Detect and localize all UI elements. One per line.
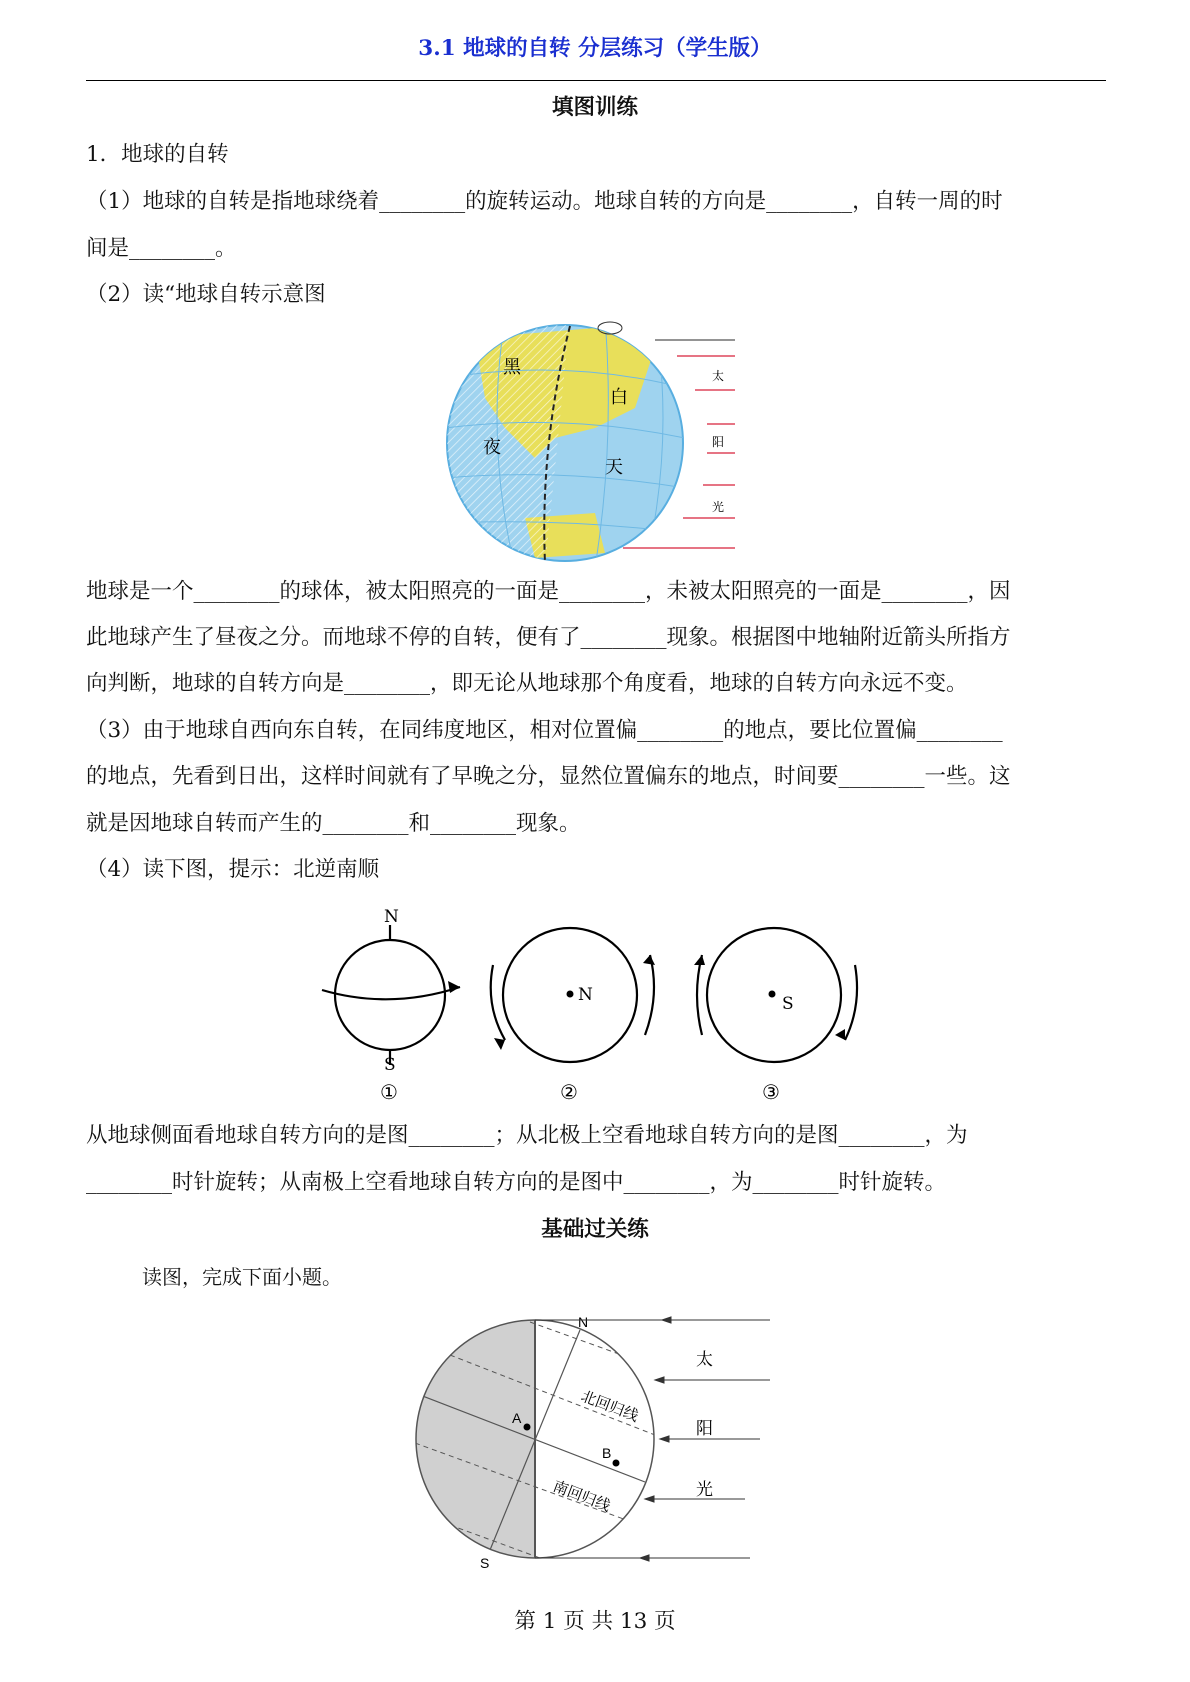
fig3-s: S xyxy=(480,1555,490,1571)
fig2-n-center: N xyxy=(578,985,593,1005)
fig2-label-3: ③ xyxy=(762,1080,780,1104)
q1-part1-line1: （1）地球的自转是指地球绕着________的旋转运动。地球自转的方向是________，自转一周的时 xyxy=(86,189,1003,214)
q1-part1-line2: 间是________。 xyxy=(86,236,237,261)
q1-part3-line3: 就是因地球自转而产生的________和________现象。 xyxy=(86,811,581,836)
q1-part4-line2: ________时针旋转；从南极上空看地球自转方向的是图中________，为________时针旋转。 xyxy=(86,1170,947,1195)
section-heading-basic: 基础过关练 xyxy=(541,1217,649,1242)
document-title: 3.1 地球的自转 分层练习（学生版） xyxy=(418,36,772,61)
fig2-n-label: N xyxy=(384,907,399,927)
header-rule xyxy=(86,80,1106,81)
q1-part4-line1: 从地球侧面看地球自转方向的是图________；从北极上空看地球自转方向的是图________，为 xyxy=(86,1123,968,1148)
question-1-heading: 1．地球的自转 xyxy=(86,142,229,167)
sun-label-3: 光 xyxy=(712,500,725,514)
point-a: A xyxy=(512,1410,522,1426)
fig2-label-2: ② xyxy=(560,1080,578,1104)
fig3-n: N xyxy=(578,1314,589,1330)
q1-part3-line2: 的地点，先看到日出，这样时间就有了早晚之分，显然位置偏东的地点，时间要________一些。这 xyxy=(86,764,1011,789)
label-hei: 黑 xyxy=(503,357,521,378)
fig2-s-label: S xyxy=(384,1055,396,1075)
fig2-label-1: ① xyxy=(380,1080,398,1104)
q1-part2-line1: 地球是一个________的球体，被太阳照亮的一面是________，未被太阳照亮的一面是________，因 xyxy=(86,579,1011,604)
section-heading-fill: 填图训练 xyxy=(551,95,638,120)
fig3-sun-2: 阳 xyxy=(696,1419,713,1439)
day-night-figure xyxy=(400,1300,800,1600)
q1-part3-line1: （3）由于地球自西向东自转，在同纬度地区，相对位置偏________的地点，要比位置偏________ xyxy=(86,718,1003,743)
label-tian: 天 xyxy=(605,457,623,478)
q1-part2-line3: 向判断，地球的自转方向是________，即无论从地球那个角度看，地球的自转方向永远不变。 xyxy=(86,671,968,696)
tropic-capricorn-label: 南回归线 xyxy=(550,1477,613,1516)
basic-intro: 读图，完成下面小题。 xyxy=(142,1265,342,1289)
fig3-sun-3: 光 xyxy=(696,1480,713,1500)
rotation-direction-figure xyxy=(310,895,880,1110)
q1-part2: （2）读“地球自转示意图 xyxy=(86,282,326,307)
fig3-sun-1: 太 xyxy=(696,1350,713,1370)
tropic-cancer-label: 北回归线 xyxy=(578,1387,641,1426)
sun-label-1: 太 xyxy=(712,369,725,383)
label-bai: 白 xyxy=(610,387,628,408)
q1-part2-line2: 此地球产生了昼夜之分。而地球不停的自转，便有了________现象。根据图中地轴附近箭头所指方 xyxy=(86,625,1011,650)
q1-part4: （4）读下图，提示：北逆南顺 xyxy=(86,857,380,882)
page-footer: 第 1 页 共 13 页 xyxy=(514,1609,676,1634)
fig2-s-center: S xyxy=(782,994,794,1014)
sun-label-2: 阳 xyxy=(712,435,725,449)
point-b: B xyxy=(602,1445,612,1461)
label-ye: 夜 xyxy=(483,437,501,458)
earth-rotation-figure xyxy=(445,318,745,568)
